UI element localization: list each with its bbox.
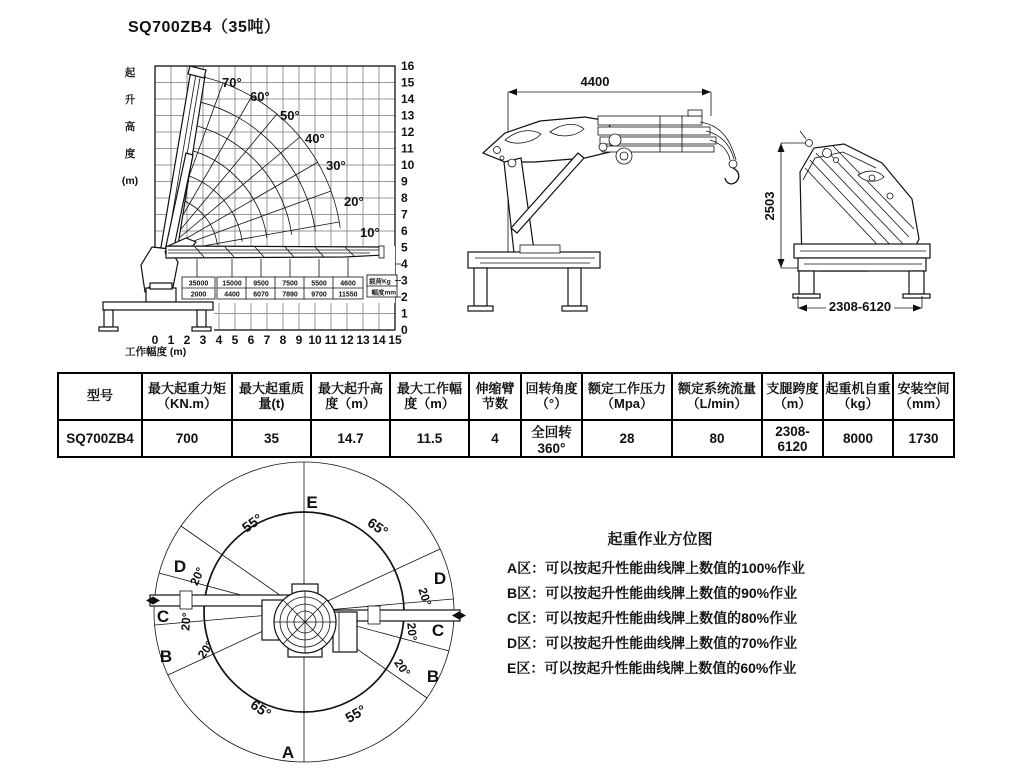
spec-value-cell: 14.7 bbox=[311, 420, 390, 457]
spec-header-row bbox=[58, 373, 954, 420]
svg-text:50°: 50° bbox=[280, 108, 300, 123]
svg-text:12: 12 bbox=[340, 333, 354, 347]
spec-value-cell: 1730 bbox=[893, 420, 954, 457]
spec-header-cell: 额定系统流量 （L/min） bbox=[672, 373, 762, 420]
x-axis-ticks bbox=[152, 333, 402, 347]
svg-text:8: 8 bbox=[279, 333, 287, 347]
svg-text:(m): (m) bbox=[121, 175, 139, 187]
svg-text:65°: 65° bbox=[364, 514, 392, 540]
spec-value-cell: 35 bbox=[232, 420, 311, 457]
svg-text:5: 5 bbox=[401, 240, 408, 255]
spec-value-cell: SQ700ZB4 bbox=[58, 420, 142, 457]
svg-text:12: 12 bbox=[401, 125, 415, 139]
load-box bbox=[275, 277, 305, 299]
side-dim-4400 bbox=[508, 89, 711, 253]
svg-text:4600: 4600 bbox=[340, 280, 356, 288]
svg-text:2000: 2000 bbox=[190, 291, 207, 299]
spec-header-cell: 最大工作幅 度（m） bbox=[390, 373, 469, 420]
spec-value-cell: 700 bbox=[142, 420, 232, 457]
zone-legend bbox=[507, 558, 947, 683]
svg-text:C: C bbox=[156, 607, 170, 626]
work-zone-diagram bbox=[146, 462, 466, 762]
svg-text:70°: 70° bbox=[222, 75, 242, 90]
spec-value-row bbox=[58, 420, 954, 457]
svg-text:度: 度 bbox=[124, 148, 136, 160]
spec-header-cell: 支腿跨度 （m） bbox=[762, 373, 823, 420]
svg-text:20°: 20° bbox=[344, 194, 364, 209]
spec-header-cell: 安装空间 （mm） bbox=[893, 373, 954, 420]
spec-table bbox=[57, 372, 955, 458]
svg-text:幅度mm: 幅度mm bbox=[371, 289, 396, 297]
svg-text:20°: 20° bbox=[178, 611, 194, 632]
svg-text:15: 15 bbox=[401, 75, 415, 90]
side-telescopic-boom bbox=[598, 110, 739, 184]
svg-text:9: 9 bbox=[295, 333, 303, 347]
svg-text:B: B bbox=[426, 667, 440, 686]
svg-text:6: 6 bbox=[401, 224, 408, 238]
svg-text:0: 0 bbox=[151, 333, 159, 347]
svg-text:载荷Kg: 载荷Kg bbox=[369, 278, 391, 286]
spec-value-cell: 8000 bbox=[823, 420, 893, 457]
svg-text:11: 11 bbox=[324, 333, 338, 347]
spec-header-cell: 回转角度 （°） bbox=[521, 373, 582, 420]
spec-header-cell: 额定工作压力 （Mpa） bbox=[582, 373, 672, 420]
rear-span-dim: 2308-6120 bbox=[828, 299, 892, 314]
load-box bbox=[217, 277, 247, 299]
crane-rear-view bbox=[762, 131, 930, 314]
svg-text:13: 13 bbox=[401, 108, 415, 123]
svg-text:1: 1 bbox=[167, 333, 175, 347]
zone-legend-item: B区：可以按起升性能曲线牌上数值的90%作业 bbox=[507, 585, 798, 601]
svg-text:55°: 55° bbox=[238, 510, 266, 536]
svg-text:0: 0 bbox=[401, 323, 408, 337]
side-base bbox=[468, 245, 600, 311]
svg-text:5: 5 bbox=[231, 333, 239, 347]
zone-legend-item: A区：可以按起升性能曲线牌上数值的100%作业 bbox=[507, 560, 805, 576]
spec-value-cell: 4 bbox=[469, 420, 521, 457]
svg-text:65°: 65° bbox=[247, 696, 275, 722]
svg-text:高: 高 bbox=[124, 121, 136, 133]
rear-height-dim: 2503 bbox=[762, 191, 777, 221]
spec-header-cell: 型号 bbox=[58, 373, 142, 420]
page-title: SQ700ZB4（35吨） bbox=[128, 19, 281, 36]
svg-text:B: B bbox=[159, 647, 173, 666]
svg-text:D: D bbox=[433, 569, 447, 588]
svg-text:10: 10 bbox=[308, 333, 322, 347]
svg-text:40°: 40° bbox=[305, 131, 325, 146]
spec-value-cell: 11.5 bbox=[390, 420, 469, 457]
zone-legend-item: E区：可以按起升性能曲线牌上数值的60%作业 bbox=[507, 660, 797, 676]
spec-header-cell: 最大起升高 度（m） bbox=[311, 373, 390, 420]
y-axis-ticks bbox=[401, 59, 415, 337]
zone-legend-item: C区：可以按起升性能曲线牌上数值的80%作业 bbox=[507, 610, 798, 626]
zone-legend-title: 起重作业方位图 bbox=[607, 531, 713, 548]
load-legend-box bbox=[367, 275, 397, 297]
load-box bbox=[246, 277, 276, 299]
svg-text:9: 9 bbox=[401, 174, 408, 189]
load-box bbox=[304, 277, 334, 299]
spec-value-cell: 28 bbox=[582, 420, 672, 457]
svg-text:11: 11 bbox=[401, 141, 414, 156]
svg-text:5500: 5500 bbox=[311, 280, 327, 288]
svg-text:7500: 7500 bbox=[282, 280, 298, 288]
svg-text:E: E bbox=[306, 493, 318, 512]
load-box bbox=[333, 277, 363, 299]
svg-text:9500: 9500 bbox=[253, 280, 269, 288]
svg-text:8: 8 bbox=[401, 191, 408, 205]
svg-text:35000: 35000 bbox=[188, 280, 209, 288]
spec-header-cell: 最大起重力矩 （KN.m） bbox=[142, 373, 232, 420]
spec-header-cell: 最大起重质 量(t) bbox=[232, 373, 311, 420]
side-column bbox=[504, 158, 534, 253]
svg-text:4400: 4400 bbox=[224, 291, 240, 299]
crane-side-view bbox=[468, 74, 739, 311]
svg-text:D: D bbox=[173, 557, 187, 576]
load-box bbox=[182, 277, 215, 299]
svg-text:10°: 10° bbox=[360, 225, 380, 240]
svg-text:1: 1 bbox=[401, 306, 408, 321]
svg-text:15000: 15000 bbox=[222, 280, 242, 288]
svg-text:升: 升 bbox=[124, 94, 136, 106]
svg-text:7: 7 bbox=[263, 333, 271, 347]
svg-text:6070: 6070 bbox=[253, 291, 269, 299]
svg-text:A: A bbox=[281, 743, 295, 762]
svg-text:10: 10 bbox=[401, 158, 415, 172]
svg-text:14: 14 bbox=[401, 92, 415, 106]
svg-text:15: 15 bbox=[388, 333, 402, 347]
spec-value-cell: 2308-6120 bbox=[762, 420, 823, 457]
load-chart bbox=[96, 59, 415, 358]
svg-text:11550: 11550 bbox=[338, 291, 358, 299]
svg-text:16: 16 bbox=[401, 59, 415, 73]
spec-header-cell: 伸缩臂 节数 bbox=[469, 373, 521, 420]
spec-header-cell: 起重机自重 （kg） bbox=[823, 373, 893, 420]
spec-value-cell: 80 bbox=[672, 420, 762, 457]
side-jib bbox=[483, 117, 612, 162]
svg-text:3: 3 bbox=[401, 273, 408, 288]
svg-text:30°: 30° bbox=[326, 158, 346, 173]
y-axis-label bbox=[122, 66, 138, 187]
svg-text:60°: 60° bbox=[250, 89, 270, 104]
svg-text:20°: 20° bbox=[194, 638, 217, 662]
svg-text:20°: 20° bbox=[415, 585, 435, 608]
svg-text:3: 3 bbox=[199, 333, 207, 347]
spec-value-cell: 全回转 360° bbox=[521, 420, 582, 457]
svg-text:7890: 7890 bbox=[282, 291, 298, 299]
zone-legend-item: D区：可以按起升性能曲线牌上数值的70%作业 bbox=[507, 635, 798, 651]
x-axis-label: 工作幅度 (m) bbox=[125, 346, 187, 358]
svg-text:20°: 20° bbox=[404, 621, 420, 642]
svg-text:9700: 9700 bbox=[311, 291, 327, 299]
svg-text:55°: 55° bbox=[342, 701, 369, 726]
svg-text:13: 13 bbox=[356, 333, 370, 347]
svg-text:14: 14 bbox=[372, 333, 386, 347]
rear-base bbox=[793, 244, 930, 298]
svg-text:7: 7 bbox=[401, 207, 408, 222]
side-boom-length-dim: 4400 bbox=[580, 74, 610, 89]
svg-text:2: 2 bbox=[401, 290, 408, 304]
svg-text:2: 2 bbox=[183, 333, 191, 347]
svg-text:C: C bbox=[431, 621, 445, 640]
boom-angle-labels bbox=[222, 75, 380, 240]
svg-text:20°: 20° bbox=[391, 656, 414, 680]
svg-text:4: 4 bbox=[215, 333, 223, 347]
svg-text:4: 4 bbox=[401, 257, 408, 271]
svg-text:起: 起 bbox=[124, 67, 136, 79]
svg-text:6: 6 bbox=[247, 333, 255, 347]
svg-text:20°: 20° bbox=[187, 565, 208, 588]
